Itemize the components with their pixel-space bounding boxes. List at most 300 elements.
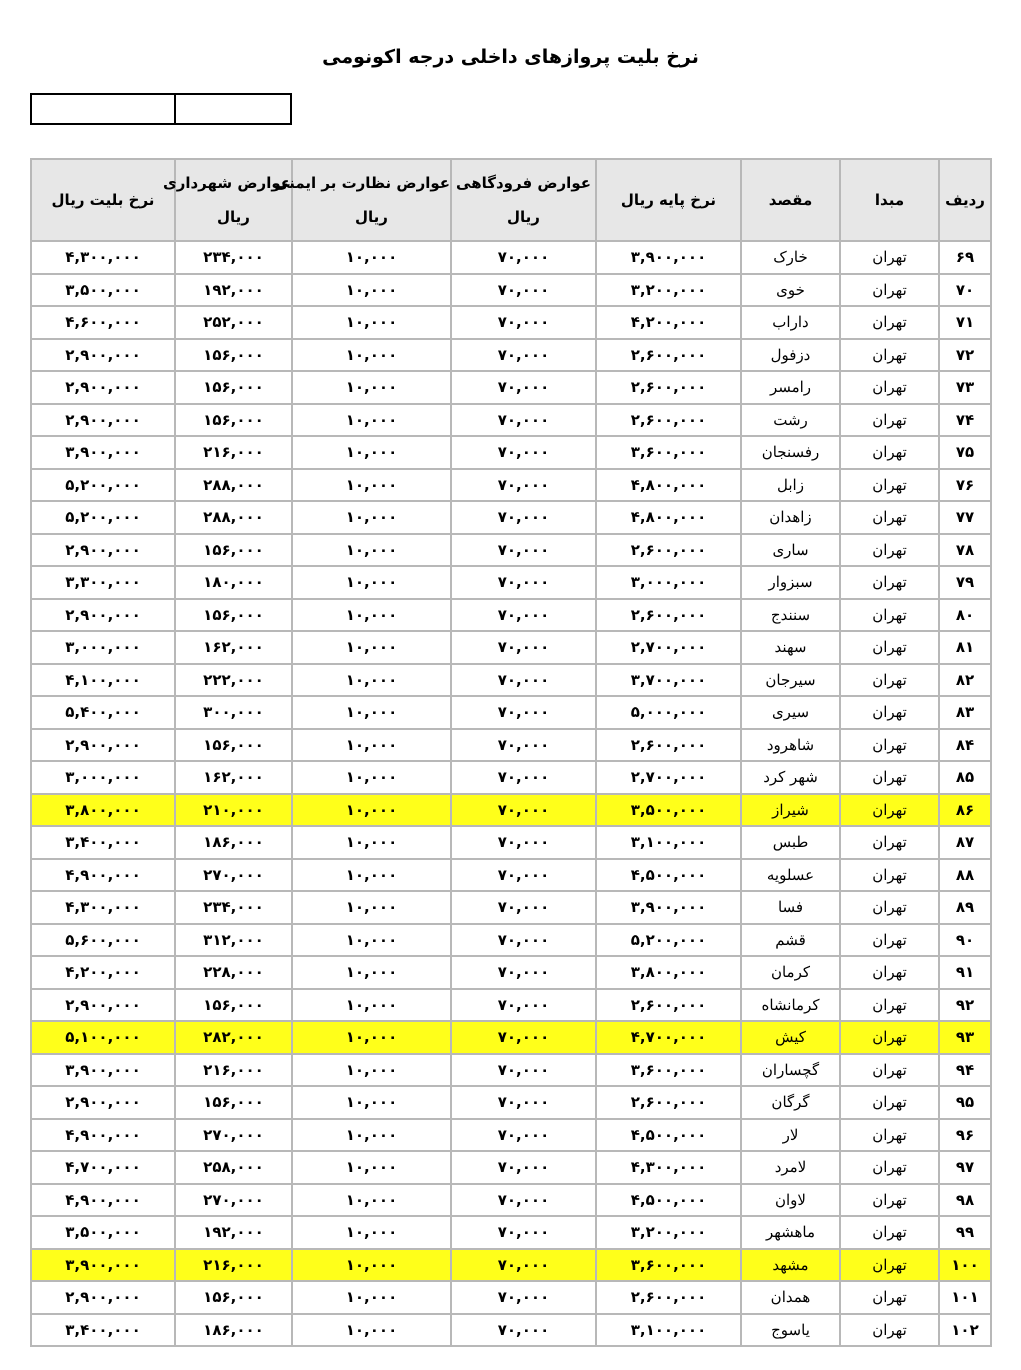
airport-fee-cell: ۷۰,۰۰۰ <box>451 1086 596 1119</box>
origin-cell: تهران <box>840 404 939 437</box>
destination-cell: سهند <box>741 631 840 664</box>
row-number-cell: ۹۴ <box>939 1054 991 1087</box>
safety-fee-cell: ۱۰,۰۰۰ <box>292 1054 451 1087</box>
header-safety-fee-line2: ریال <box>355 208 388 226</box>
safety-fee-cell: ۱۰,۰۰۰ <box>292 1314 451 1347</box>
destination-cell: ماهشهر <box>741 1216 840 1249</box>
safety-fee-cell: ۱۰,۰۰۰ <box>292 924 451 957</box>
header-destination: مقصد <box>741 159 840 241</box>
row-number-cell: ۹۱ <box>939 956 991 989</box>
origin-cell: تهران <box>840 794 939 827</box>
total-fare-cell: ۴,۳۰۰,۰۰۰ <box>31 241 175 274</box>
table-row <box>31 436 991 469</box>
row-number-cell: ۹۳ <box>939 1021 991 1054</box>
safety-fee-cell: ۱۰,۰۰۰ <box>292 696 451 729</box>
origin-cell: تهران <box>840 469 939 502</box>
row-number-cell: ۸۸ <box>939 859 991 892</box>
destination-cell: همدان <box>741 1281 840 1314</box>
safety-fee-cell: ۱۰,۰۰۰ <box>292 989 451 1022</box>
municipal-fee-cell: ۲۷۰,۰۰۰ <box>175 1184 292 1217</box>
safety-fee-cell: ۱۰,۰۰۰ <box>292 956 451 989</box>
airport-fee-cell: ۷۰,۰۰۰ <box>451 956 596 989</box>
row-number-cell: ۹۷ <box>939 1151 991 1184</box>
airport-fee-cell: ۷۰,۰۰۰ <box>451 436 596 469</box>
destination-cell: زاهدان <box>741 501 840 534</box>
row-number-cell: ۱۰۱ <box>939 1281 991 1314</box>
total-fare-cell: ۲,۹۰۰,۰۰۰ <box>31 339 175 372</box>
airport-fee-cell: ۷۰,۰۰۰ <box>451 469 596 502</box>
safety-fee-cell: ۱۰,۰۰۰ <box>292 631 451 664</box>
base-fare-cell: ۴,۵۰۰,۰۰۰ <box>596 859 741 892</box>
row-number-cell: ۷۹ <box>939 566 991 599</box>
row-number-cell: ۸۲ <box>939 664 991 697</box>
municipal-fee-cell: ۲۱۶,۰۰۰ <box>175 1054 292 1087</box>
safety-fee-cell: ۱۰,۰۰۰ <box>292 436 451 469</box>
table-row <box>31 404 991 437</box>
header-airport-fee-line1: عوارض فرودگاهی <box>456 174 591 192</box>
base-fare-cell: ۳,۲۰۰,۰۰۰ <box>596 274 741 307</box>
base-fare-cell: ۳,۶۰۰,۰۰۰ <box>596 1249 741 1282</box>
header-origin: مبدا <box>840 159 939 241</box>
table-row <box>31 566 991 599</box>
total-fare-cell: ۳,۵۰۰,۰۰۰ <box>31 274 175 307</box>
destination-cell: یاسوج <box>741 1314 840 1347</box>
municipal-fee-cell: ۱۵۶,۰۰۰ <box>175 371 292 404</box>
table-row <box>31 1119 991 1152</box>
total-fare-cell: ۲,۹۰۰,۰۰۰ <box>31 989 175 1022</box>
destination-cell: گچساران <box>741 1054 840 1087</box>
base-fare-cell: ۳,۹۰۰,۰۰۰ <box>596 241 741 274</box>
total-fare-cell: ۳,۴۰۰,۰۰۰ <box>31 826 175 859</box>
table-row <box>31 989 991 1022</box>
base-fare-cell: ۳,۰۰۰,۰۰۰ <box>596 566 741 599</box>
safety-fee-cell: ۱۰,۰۰۰ <box>292 1119 451 1152</box>
table-row <box>31 371 991 404</box>
total-fare-cell: ۲,۹۰۰,۰۰۰ <box>31 534 175 567</box>
safety-fee-cell: ۱۰,۰۰۰ <box>292 1216 451 1249</box>
header-row <box>31 159 991 241</box>
table-row <box>31 599 991 632</box>
airport-fee-cell: ۷۰,۰۰۰ <box>451 1314 596 1347</box>
airport-fee-cell: ۷۰,۰۰۰ <box>451 599 596 632</box>
safety-fee-cell: ۱۰,۰۰۰ <box>292 794 451 827</box>
header-airport-fee-line2: ریال <box>507 208 540 226</box>
destination-cell: لاوان <box>741 1184 840 1217</box>
destination-cell: رامسر <box>741 371 840 404</box>
origin-cell: تهران <box>840 956 939 989</box>
base-fare-cell: ۲,۶۰۰,۰۰۰ <box>596 339 741 372</box>
total-fare-cell: ۳,۹۰۰,۰۰۰ <box>31 436 175 469</box>
origin-cell: تهران <box>840 891 939 924</box>
origin-cell: تهران <box>840 501 939 534</box>
origin-cell: تهران <box>840 1249 939 1282</box>
table-row <box>31 826 991 859</box>
destination-cell: ساری <box>741 534 840 567</box>
base-fare-cell: ۵,۲۰۰,۰۰۰ <box>596 924 741 957</box>
destination-cell: کرمان <box>741 956 840 989</box>
municipal-fee-cell: ۲۳۴,۰۰۰ <box>175 241 292 274</box>
municipal-fee-cell: ۲۸۸,۰۰۰ <box>175 501 292 534</box>
row-number-cell: ۱۰۲ <box>939 1314 991 1347</box>
base-fare-cell: ۴,۵۰۰,۰۰۰ <box>596 1119 741 1152</box>
total-fare-cell: ۲,۹۰۰,۰۰۰ <box>31 1281 175 1314</box>
airport-fee-cell: ۷۰,۰۰۰ <box>451 631 596 664</box>
total-fare-cell: ۴,۹۰۰,۰۰۰ <box>31 1119 175 1152</box>
origin-cell: تهران <box>840 989 939 1022</box>
origin-cell: تهران <box>840 1151 939 1184</box>
airport-fee-cell: ۷۰,۰۰۰ <box>451 534 596 567</box>
airport-fee-cell: ۷۰,۰۰۰ <box>451 729 596 762</box>
municipal-fee-cell: ۲۵۸,۰۰۰ <box>175 1151 292 1184</box>
municipal-fee-cell: ۲۷۰,۰۰۰ <box>175 859 292 892</box>
page-title: نرخ بلیت پروازهای داخلی درجه اکونومی <box>322 46 699 68</box>
safety-fee-cell: ۱۰,۰۰۰ <box>292 1249 451 1282</box>
origin-cell: تهران <box>840 631 939 664</box>
base-fare-cell: ۳,۶۰۰,۰۰۰ <box>596 436 741 469</box>
header-airport-fee <box>451 159 596 241</box>
total-fare-cell: ۳,۰۰۰,۰۰۰ <box>31 761 175 794</box>
base-fare-cell: ۲,۷۰۰,۰۰۰ <box>596 631 741 664</box>
airport-fee-cell: ۷۰,۰۰۰ <box>451 1119 596 1152</box>
table-row <box>31 1184 991 1217</box>
municipal-fee-cell: ۱۵۶,۰۰۰ <box>175 1281 292 1314</box>
airport-fee-cell: ۷۰,۰۰۰ <box>451 859 596 892</box>
destination-cell: لامرد <box>741 1151 840 1184</box>
empty-box <box>30 93 176 125</box>
total-fare-cell: ۳,۴۰۰,۰۰۰ <box>31 1314 175 1347</box>
destination-cell: لار <box>741 1119 840 1152</box>
airport-fee-cell: ۷۰,۰۰۰ <box>451 989 596 1022</box>
safety-fee-cell: ۱۰,۰۰۰ <box>292 664 451 697</box>
total-fare-cell: ۴,۶۰۰,۰۰۰ <box>31 306 175 339</box>
safety-fee-cell: ۱۰,۰۰۰ <box>292 1086 451 1119</box>
municipal-fee-cell: ۲۱۶,۰۰۰ <box>175 1249 292 1282</box>
municipal-fee-cell: ۱۵۶,۰۰۰ <box>175 339 292 372</box>
table-row <box>31 469 991 502</box>
empty-box <box>176 93 292 125</box>
airport-fee-cell: ۷۰,۰۰۰ <box>451 891 596 924</box>
total-fare-cell: ۴,۹۰۰,۰۰۰ <box>31 1184 175 1217</box>
table-row <box>31 1086 991 1119</box>
total-fare-cell: ۵,۲۰۰,۰۰۰ <box>31 469 175 502</box>
total-fare-cell: ۳,۳۰۰,۰۰۰ <box>31 566 175 599</box>
origin-cell: تهران <box>840 826 939 859</box>
destination-cell: سبزوار <box>741 566 840 599</box>
origin-cell: تهران <box>840 729 939 762</box>
row-number-cell: ۸۰ <box>939 599 991 632</box>
origin-cell: تهران <box>840 1021 939 1054</box>
municipal-fee-cell: ۲۱۰,۰۰۰ <box>175 794 292 827</box>
destination-cell: دزفول <box>741 339 840 372</box>
municipal-fee-cell: ۱۵۶,۰۰۰ <box>175 1086 292 1119</box>
origin-cell: تهران <box>840 241 939 274</box>
table-row <box>31 696 991 729</box>
origin-cell: تهران <box>840 534 939 567</box>
origin-cell: تهران <box>840 1054 939 1087</box>
destination-cell: سیرجان <box>741 664 840 697</box>
row-number-cell: ۸۹ <box>939 891 991 924</box>
row-number-cell: ۱۰۰ <box>939 1249 991 1282</box>
municipal-fee-cell: ۱۵۶,۰۰۰ <box>175 989 292 1022</box>
row-number-cell: ۹۸ <box>939 1184 991 1217</box>
row-number-cell: ۸۳ <box>939 696 991 729</box>
airport-fee-cell: ۷۰,۰۰۰ <box>451 1184 596 1217</box>
destination-cell: کیش <box>741 1021 840 1054</box>
base-fare-cell: ۲,۶۰۰,۰۰۰ <box>596 1281 741 1314</box>
municipal-fee-cell: ۲۷۰,۰۰۰ <box>175 1119 292 1152</box>
destination-cell: طبس <box>741 826 840 859</box>
total-fare-cell: ۴,۹۰۰,۰۰۰ <box>31 859 175 892</box>
row-number-cell: ۸۷ <box>939 826 991 859</box>
origin-cell: تهران <box>840 859 939 892</box>
municipal-fee-cell: ۲۵۲,۰۰۰ <box>175 306 292 339</box>
total-fare-cell: ۴,۷۰۰,۰۰۰ <box>31 1151 175 1184</box>
header-base-fare: نرخ پایه ریال <box>596 159 741 241</box>
municipal-fee-cell: ۲۲۲,۰۰۰ <box>175 664 292 697</box>
origin-cell: تهران <box>840 274 939 307</box>
origin-cell: تهران <box>840 566 939 599</box>
airport-fee-cell: ۷۰,۰۰۰ <box>451 306 596 339</box>
destination-cell: فسا <box>741 891 840 924</box>
destination-cell: گرگان <box>741 1086 840 1119</box>
municipal-fee-cell: ۱۵۶,۰۰۰ <box>175 599 292 632</box>
base-fare-cell: ۴,۵۰۰,۰۰۰ <box>596 1184 741 1217</box>
base-fare-cell: ۲,۶۰۰,۰۰۰ <box>596 404 741 437</box>
total-fare-cell: ۳,۸۰۰,۰۰۰ <box>31 794 175 827</box>
header-safety-fee-line1: عوارض نظارت بر ایمنی <box>274 174 450 192</box>
airport-fee-cell: ۷۰,۰۰۰ <box>451 274 596 307</box>
row-number-cell: ۷۲ <box>939 339 991 372</box>
destination-cell: رفسنجان <box>741 436 840 469</box>
municipal-fee-cell: ۱۵۶,۰۰۰ <box>175 404 292 437</box>
table-row <box>31 1151 991 1184</box>
table-row <box>31 1054 991 1087</box>
row-number-cell: ۹۵ <box>939 1086 991 1119</box>
total-fare-cell: ۲,۹۰۰,۰۰۰ <box>31 729 175 762</box>
table-row <box>31 794 991 827</box>
total-fare-cell: ۲,۹۰۰,۰۰۰ <box>31 1086 175 1119</box>
safety-fee-cell: ۱۰,۰۰۰ <box>292 1021 451 1054</box>
table-row <box>31 664 991 697</box>
safety-fee-cell: ۱۰,۰۰۰ <box>292 241 451 274</box>
safety-fee-cell: ۱۰,۰۰۰ <box>292 826 451 859</box>
base-fare-cell: ۳,۵۰۰,۰۰۰ <box>596 794 741 827</box>
table-row <box>31 924 991 957</box>
table-row <box>31 534 991 567</box>
table-row <box>31 859 991 892</box>
airport-fee-cell: ۷۰,۰۰۰ <box>451 404 596 437</box>
safety-fee-cell: ۱۰,۰۰۰ <box>292 599 451 632</box>
row-number-cell: ۸۶ <box>939 794 991 827</box>
header-row-number: ردیف <box>939 159 991 241</box>
row-number-cell: ۸۴ <box>939 729 991 762</box>
airport-fee-cell: ۷۰,۰۰۰ <box>451 371 596 404</box>
base-fare-cell: ۴,۷۰۰,۰۰۰ <box>596 1021 741 1054</box>
airport-fee-cell: ۷۰,۰۰۰ <box>451 339 596 372</box>
safety-fee-cell: ۱۰,۰۰۰ <box>292 339 451 372</box>
row-number-cell: ۷۸ <box>939 534 991 567</box>
origin-cell: تهران <box>840 306 939 339</box>
table-row <box>31 631 991 664</box>
fare-table <box>30 158 992 1347</box>
municipal-fee-cell: ۱۵۶,۰۰۰ <box>175 534 292 567</box>
table-row <box>31 1021 991 1054</box>
airport-fee-cell: ۷۰,۰۰۰ <box>451 1151 596 1184</box>
table-row <box>31 891 991 924</box>
base-fare-cell: ۲,۶۰۰,۰۰۰ <box>596 599 741 632</box>
total-fare-cell: ۵,۴۰۰,۰۰۰ <box>31 696 175 729</box>
base-fare-cell: ۳,۹۰۰,۰۰۰ <box>596 891 741 924</box>
municipal-fee-cell: ۱۸۶,۰۰۰ <box>175 826 292 859</box>
origin-cell: تهران <box>840 1184 939 1217</box>
row-number-cell: ۶۹ <box>939 241 991 274</box>
municipal-fee-cell: ۲۸۸,۰۰۰ <box>175 469 292 502</box>
origin-cell: تهران <box>840 664 939 697</box>
origin-cell: تهران <box>840 761 939 794</box>
destination-cell: سیری <box>741 696 840 729</box>
table-row <box>31 1249 991 1282</box>
airport-fee-cell: ۷۰,۰۰۰ <box>451 826 596 859</box>
airport-fee-cell: ۷۰,۰۰۰ <box>451 1249 596 1282</box>
municipal-fee-cell: ۱۵۶,۰۰۰ <box>175 729 292 762</box>
base-fare-cell: ۲,۶۰۰,۰۰۰ <box>596 1086 741 1119</box>
row-number-cell: ۷۶ <box>939 469 991 502</box>
total-fare-cell: ۴,۲۰۰,۰۰۰ <box>31 956 175 989</box>
total-fare-cell: ۳,۹۰۰,۰۰۰ <box>31 1054 175 1087</box>
row-number-cell: ۷۱ <box>939 306 991 339</box>
empty-boxes <box>30 93 292 123</box>
row-number-cell: ۷۰ <box>939 274 991 307</box>
total-fare-cell: ۴,۱۰۰,۰۰۰ <box>31 664 175 697</box>
origin-cell: تهران <box>840 339 939 372</box>
base-fare-cell: ۵,۰۰۰,۰۰۰ <box>596 696 741 729</box>
safety-fee-cell: ۱۰,۰۰۰ <box>292 566 451 599</box>
safety-fee-cell: ۱۰,۰۰۰ <box>292 501 451 534</box>
destination-cell: شهر کرد <box>741 761 840 794</box>
safety-fee-cell: ۱۰,۰۰۰ <box>292 534 451 567</box>
base-fare-cell: ۳,۲۰۰,۰۰۰ <box>596 1216 741 1249</box>
origin-cell: تهران <box>840 1281 939 1314</box>
row-number-cell: ۸۱ <box>939 631 991 664</box>
table-row <box>31 339 991 372</box>
total-fare-cell: ۵,۲۰۰,۰۰۰ <box>31 501 175 534</box>
table-row <box>31 306 991 339</box>
airport-fee-cell: ۷۰,۰۰۰ <box>451 664 596 697</box>
total-fare-cell: ۵,۶۰۰,۰۰۰ <box>31 924 175 957</box>
base-fare-cell: ۳,۶۰۰,۰۰۰ <box>596 1054 741 1087</box>
base-fare-cell: ۲,۶۰۰,۰۰۰ <box>596 534 741 567</box>
total-fare-cell: ۴,۳۰۰,۰۰۰ <box>31 891 175 924</box>
base-fare-cell: ۲,۶۰۰,۰۰۰ <box>596 989 741 1022</box>
row-number-cell: ۷۷ <box>939 501 991 534</box>
safety-fee-cell: ۱۰,۰۰۰ <box>292 306 451 339</box>
header-municipal-fee <box>162 159 292 241</box>
municipal-fee-cell: ۱۸۶,۰۰۰ <box>175 1314 292 1347</box>
table-row <box>31 501 991 534</box>
airport-fee-cell: ۷۰,۰۰۰ <box>451 696 596 729</box>
origin-cell: تهران <box>840 371 939 404</box>
municipal-fee-cell: ۱۹۲,۰۰۰ <box>175 1216 292 1249</box>
table-row <box>31 1314 991 1347</box>
municipal-fee-cell: ۳۱۲,۰۰۰ <box>175 924 292 957</box>
total-fare-cell: ۳,۰۰۰,۰۰۰ <box>31 631 175 664</box>
header-municipal-fee-line2: ریال <box>217 208 250 226</box>
destination-cell: خارک <box>741 241 840 274</box>
base-fare-cell: ۴,۲۰۰,۰۰۰ <box>596 306 741 339</box>
airport-fee-cell: ۷۰,۰۰۰ <box>451 924 596 957</box>
table-row <box>31 956 991 989</box>
base-fare-cell: ۴,۸۰۰,۰۰۰ <box>596 469 741 502</box>
safety-fee-cell: ۱۰,۰۰۰ <box>292 1151 451 1184</box>
row-number-cell: ۷۳ <box>939 371 991 404</box>
base-fare-cell: ۳,۱۰۰,۰۰۰ <box>596 826 741 859</box>
destination-cell: قشم <box>741 924 840 957</box>
total-fare-cell: ۵,۱۰۰,۰۰۰ <box>31 1021 175 1054</box>
destination-cell: داراب <box>741 306 840 339</box>
airport-fee-cell: ۷۰,۰۰۰ <box>451 1054 596 1087</box>
total-fare-cell: ۲,۹۰۰,۰۰۰ <box>31 404 175 437</box>
base-fare-cell: ۳,۷۰۰,۰۰۰ <box>596 664 741 697</box>
destination-cell: عسلویه <box>741 859 840 892</box>
row-number-cell: ۷۴ <box>939 404 991 437</box>
safety-fee-cell: ۱۰,۰۰۰ <box>292 729 451 762</box>
base-fare-cell: ۴,۳۰۰,۰۰۰ <box>596 1151 741 1184</box>
row-number-cell: ۷۵ <box>939 436 991 469</box>
origin-cell: تهران <box>840 1314 939 1347</box>
table-row <box>31 729 991 762</box>
base-fare-cell: ۲,۷۰۰,۰۰۰ <box>596 761 741 794</box>
destination-cell: شیراز <box>741 794 840 827</box>
table-row <box>31 761 991 794</box>
row-number-cell: ۹۶ <box>939 1119 991 1152</box>
airport-fee-cell: ۷۰,۰۰۰ <box>451 1281 596 1314</box>
row-number-cell: ۹۰ <box>939 924 991 957</box>
destination-cell: مشهد <box>741 1249 840 1282</box>
safety-fee-cell: ۱۰,۰۰۰ <box>292 1281 451 1314</box>
table-row <box>31 241 991 274</box>
row-number-cell: ۹۹ <box>939 1216 991 1249</box>
airport-fee-cell: ۷۰,۰۰۰ <box>451 241 596 274</box>
origin-cell: تهران <box>840 599 939 632</box>
total-fare-cell: ۳,۹۰۰,۰۰۰ <box>31 1249 175 1282</box>
base-fare-cell: ۴,۸۰۰,۰۰۰ <box>596 501 741 534</box>
airport-fee-cell: ۷۰,۰۰۰ <box>451 761 596 794</box>
municipal-fee-cell: ۳۰۰,۰۰۰ <box>175 696 292 729</box>
destination-cell: زابل <box>741 469 840 502</box>
header-total-fare: نرخ بلیت ریال <box>31 159 175 241</box>
airport-fee-cell: ۷۰,۰۰۰ <box>451 1021 596 1054</box>
origin-cell: تهران <box>840 1086 939 1119</box>
destination-cell: سنندج <box>741 599 840 632</box>
header-safety-fee <box>274 159 451 241</box>
municipal-fee-cell: ۲۱۶,۰۰۰ <box>175 436 292 469</box>
base-fare-cell: ۲,۶۰۰,۰۰۰ <box>596 371 741 404</box>
airport-fee-cell: ۷۰,۰۰۰ <box>451 501 596 534</box>
row-number-cell: ۸۵ <box>939 761 991 794</box>
destination-cell: شاهرود <box>741 729 840 762</box>
municipal-fee-cell: ۲۸۲,۰۰۰ <box>175 1021 292 1054</box>
table-body <box>31 241 991 1346</box>
table-row <box>31 274 991 307</box>
safety-fee-cell: ۱۰,۰۰۰ <box>292 891 451 924</box>
municipal-fee-cell: ۱۹۲,۰۰۰ <box>175 274 292 307</box>
base-fare-cell: ۳,۸۰۰,۰۰۰ <box>596 956 741 989</box>
airport-fee-cell: ۷۰,۰۰۰ <box>451 1216 596 1249</box>
municipal-fee-cell: ۱۸۰,۰۰۰ <box>175 566 292 599</box>
origin-cell: تهران <box>840 1119 939 1152</box>
origin-cell: تهران <box>840 436 939 469</box>
base-fare-cell: ۳,۱۰۰,۰۰۰ <box>596 1314 741 1347</box>
